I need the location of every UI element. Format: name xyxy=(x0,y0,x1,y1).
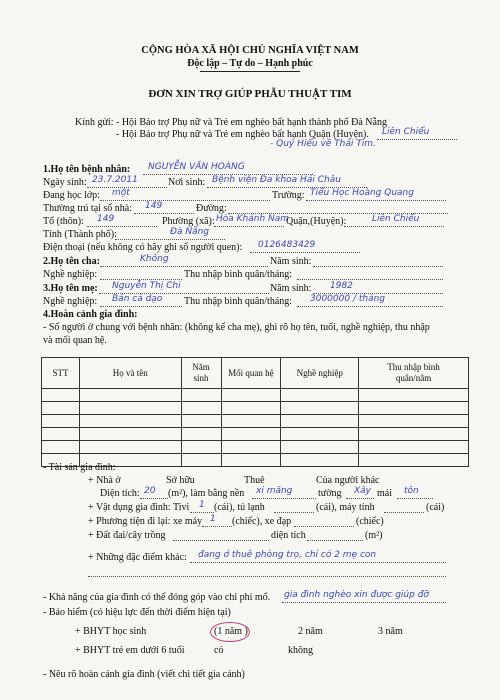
land-area-label: diện tích xyxy=(271,530,306,541)
family-intro-1: - Số người ở chung với bệnh nhân: (không kể cha mẹ), ghi rõ họ tên, tuổi, nghề nghiệp, thu nhập xyxy=(43,322,430,333)
mother-year-label: Năm sinh: xyxy=(270,283,312,294)
tv-unit: (cái), tủ lạnh xyxy=(214,502,265,513)
bike-unit: (chiếc) xyxy=(356,516,384,527)
col-header-stt: STT xyxy=(42,358,80,389)
area-label: Diện tích: xyxy=(100,488,140,499)
land-label: + Đất đai/cây trồng xyxy=(88,530,166,541)
ward-label: Phường (xã): xyxy=(162,216,215,227)
father-job-label: Nghề nghiệp: xyxy=(43,269,98,280)
contribution-label: - Khả năng của gia đình có thể đóng góp vào chi phí mổ. xyxy=(43,592,271,603)
wall-label: tường xyxy=(318,488,342,499)
recipient-city: - Hội Bảo trợ Phụ nữ và Trẻ em nghèo bất hạnh thành phố Đà Nẵng xyxy=(116,117,387,128)
house-other-option[interactable]: Của người khác xyxy=(316,475,380,486)
house-rent-option[interactable]: Thuê xyxy=(244,475,265,486)
bhyt-3-years-option[interactable]: 3 năm xyxy=(378,626,403,637)
city-label: Tỉnh (Thành phố): xyxy=(43,229,117,240)
phone-label: Điện thoại (nếu không có hãy ghi số người quen): xyxy=(43,242,243,253)
mother-label: 3.Họ tên mẹ: xyxy=(43,283,98,294)
col-header-income: Thu nhập bình quân/năm xyxy=(359,358,469,389)
recipient-label: Kính gửi: xyxy=(75,117,114,128)
group-label: Tổ (thôn): xyxy=(43,216,84,227)
col-header-job: Nghề nghiệp xyxy=(281,358,359,389)
family-intro-2: và mối quan hệ. xyxy=(43,335,107,346)
patient-name-value[interactable]: NGUYỄN VĂN HOÀNG xyxy=(148,162,245,172)
mother-job-value[interactable]: Bán cá dạo xyxy=(112,294,163,304)
special-value[interactable]: đang ở thuê phòng trọ, chỉ có 2 mẹ con xyxy=(198,550,377,560)
col-header-year: Năm sinh xyxy=(181,358,221,389)
motto-underline xyxy=(200,71,300,72)
city-value[interactable]: Đà Nẵng xyxy=(170,227,210,237)
grade-value[interactable]: một xyxy=(112,188,130,198)
mother-income-label: Thu nhập bình quân/tháng: xyxy=(184,296,293,307)
area-unit: (m²), làm bằng nền xyxy=(168,488,245,499)
dob-label: Ngày sinh: xyxy=(43,177,87,188)
wall-value[interactable]: Xây xyxy=(354,486,372,496)
fridge-unit: (cái), máy tính xyxy=(316,502,375,513)
bhyt-1-year-option[interactable]: (1 năm ) xyxy=(214,626,248,637)
pc-unit: (cái) xyxy=(426,502,445,513)
table-header-row xyxy=(42,358,469,389)
family-members-table xyxy=(41,357,469,467)
father-year-label: Năm sinh: xyxy=(270,256,312,267)
col-header-name: Họ và tên xyxy=(79,358,181,389)
goods-label: + Vật dụng gia đình: Tivi xyxy=(88,502,190,513)
moto-value[interactable]: 1 xyxy=(210,514,216,524)
father-value[interactable]: Không xyxy=(140,254,169,264)
table-row[interactable] xyxy=(42,402,469,415)
mother-job-label: Nghề nghiệp: xyxy=(43,296,98,307)
table-row[interactable] xyxy=(42,441,469,454)
district-value[interactable]: Liên Chiểu xyxy=(372,214,420,224)
father-income-label: Thu nhập bình quân/tháng: xyxy=(184,269,293,280)
street-label: Đường: xyxy=(196,203,227,214)
pob-value[interactable]: Bệnh viện Đa khoa Hải Châu xyxy=(212,175,341,185)
assets-heading: - Tài sản gia đình: xyxy=(43,462,116,473)
roof-label: mái xyxy=(377,488,392,499)
floor-value[interactable]: xi măng xyxy=(256,486,293,496)
tv-value[interactable]: 1 xyxy=(199,500,205,510)
table-row[interactable] xyxy=(42,389,469,402)
bhyt-child-yes-option[interactable]: có xyxy=(214,645,224,656)
circumstances-label: - Nêu rõ hoàn cảnh gia đình (viết chi tiết gia cảnh) xyxy=(43,669,245,680)
land-unit: (m²) xyxy=(365,530,383,541)
recipient-note-value[interactable]: - Quý Hiểu về Thái Tim. xyxy=(270,139,376,149)
col-header-relation: Mối quan hệ xyxy=(221,358,281,389)
table-row[interactable] xyxy=(42,428,469,441)
form-title: ĐƠN XIN TRỢ GIÚP PHẪU THUẬT TIM xyxy=(148,88,352,100)
vehicle-label: + Phương tiện đi lại: xe máy xyxy=(88,516,203,527)
group-value[interactable]: 149 xyxy=(97,214,115,224)
address-value[interactable]: 149 xyxy=(145,201,163,211)
area-value[interactable]: 20 xyxy=(144,486,156,496)
table-row[interactable] xyxy=(42,415,469,428)
school-label: Trường: xyxy=(272,190,305,201)
phone-value[interactable]: 0126483429 xyxy=(258,240,316,250)
roof-value[interactable]: tôn xyxy=(404,486,419,496)
moto-unit: (chiếc), xe đạp xyxy=(232,516,292,527)
address-label: Thường trú tại số nhà: xyxy=(43,203,133,214)
district-label: Quận,(Huyện): xyxy=(286,216,347,227)
bhyt-2-years-option[interactable]: 2 năm xyxy=(298,626,323,637)
ward-value[interactable]: Hòa Khánh Nam xyxy=(216,214,290,224)
family-heading: 4.Hoàn cảnh gia đình: xyxy=(43,309,138,320)
mother-value[interactable]: Nguyễn Thị Chi xyxy=(112,281,181,291)
national-title: CỘNG HÒA XÃ HỘI CHỦ NGHĨA VIỆT NAM xyxy=(141,45,359,56)
patient-name-label: 1.Họ tên bệnh nhân: xyxy=(43,164,131,175)
bhyt-child-label: + BHYT trẻ em dưới 6 tuổi xyxy=(75,645,185,656)
house-label: + Nhà ở xyxy=(88,475,121,486)
father-label: 2.Họ tên cha: xyxy=(43,256,100,267)
recipient-district: - Hội Bảo trợ Phụ nữ và Trẻ em nghèo bất hạnh Quận (Huyện). xyxy=(116,129,369,140)
recipient-district-value[interactable]: Liên Chiểu xyxy=(382,127,430,137)
mother-year-value[interactable]: 1982 xyxy=(330,281,353,291)
insurance-label: - Bảo hiểm (có hiệu lực đến thời điểm hiện tại) xyxy=(43,607,231,618)
house-own-option[interactable]: Sở hữu xyxy=(166,475,195,486)
dob-value[interactable]: 23.7.2011 xyxy=(92,175,138,185)
national-motto: Độc lập – Tự do – Hạnh phúc xyxy=(187,58,313,69)
grade-label: Đang học lớp: xyxy=(43,190,100,201)
bhyt-child-no-option[interactable]: không xyxy=(288,645,313,656)
contribution-value[interactable]: gia đình nghèo xin được giúp đỡ xyxy=(284,590,429,600)
pob-label: Nơi sinh: xyxy=(168,177,206,188)
mother-income-value[interactable]: 3000000 / tháng xyxy=(310,294,386,304)
bhyt-student-label: + BHYT học sinh xyxy=(75,626,147,637)
special-label: + Những đặc điểm khác: xyxy=(88,552,187,563)
school-value[interactable]: Tiểu Học Hoàng Quang xyxy=(310,188,414,198)
